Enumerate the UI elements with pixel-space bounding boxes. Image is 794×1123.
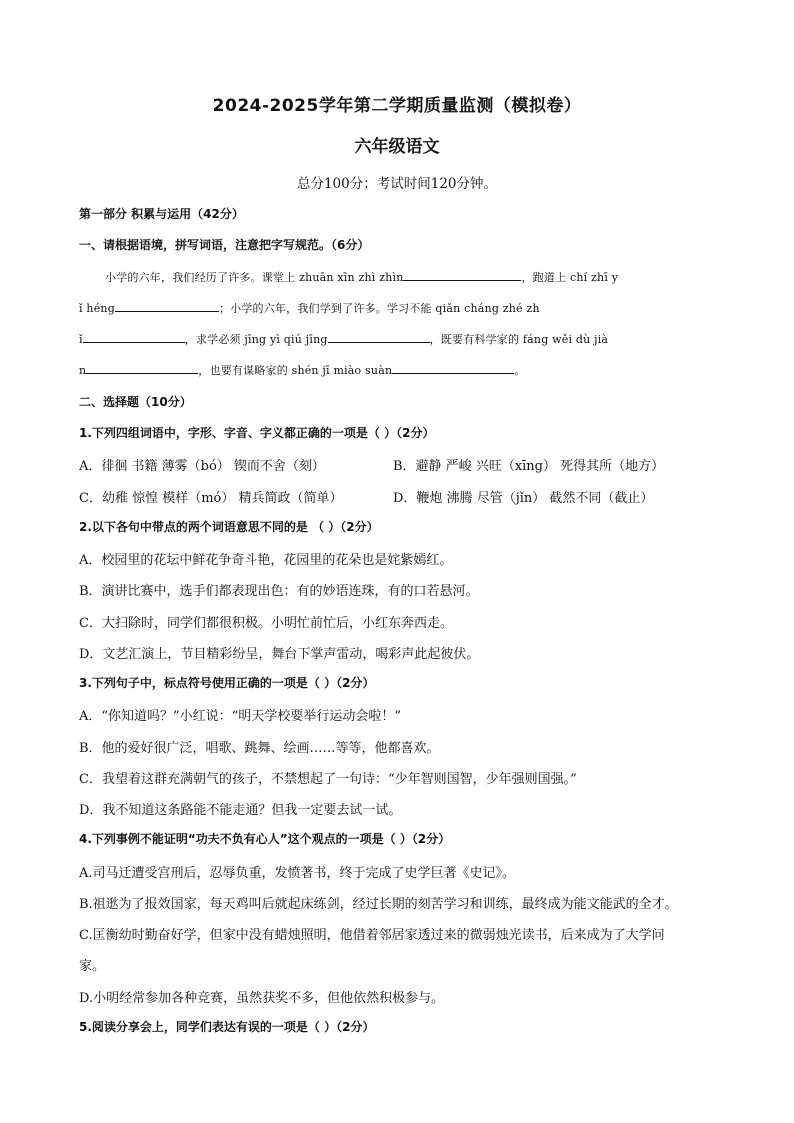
page-subtitle: 六年级语文 xyxy=(354,137,440,157)
option-1b: B．避静 严峻 兴旺（xīng） 死得其所（地方） xyxy=(393,459,665,474)
fill-text: ，求学必须 jīng yì qiú jīng xyxy=(184,333,328,346)
option-2d: D．文艺汇演上，节目精彩纷呈，舞台下掌声雷动，喝彩声此起彼伏。 xyxy=(79,647,480,662)
question-4-stem: 4.下列事例不能证明“功夫不负有心人”这个观点的一项是（ ）（2分） xyxy=(79,832,451,846)
option-3a: A．“你知道吗？”小红说：“明天学校要举行运动会啦！” xyxy=(79,709,401,724)
fill-line-2 xyxy=(79,299,540,316)
part1-heading: 第一部分 积累与运用（42分） xyxy=(79,207,244,221)
answer-blank[interactable] xyxy=(403,268,521,281)
fill-text: ǐ xyxy=(79,333,83,346)
option-4d: D.小明经常参加各种竞赛，虽然获奖不多，但他依然积极参与。 xyxy=(79,991,445,1006)
option-3d: D．我不知道这条路能不能走通？但我一定要去试一试。 xyxy=(79,803,402,818)
question-3-stem: 3.下列句子中，标点符号使用正确的一项是（ ）（2分） xyxy=(79,676,375,690)
fill-line-3 xyxy=(79,330,608,347)
fill-text: ǐ héng xyxy=(79,302,115,315)
exam-meta: 总分100分；考试时间120分钟。 xyxy=(296,176,498,192)
answer-blank[interactable] xyxy=(115,299,219,312)
fill-text: n xyxy=(79,364,87,377)
page-title: 2024-2025学年第二学期质量监测（模拟卷） xyxy=(212,96,582,116)
fill-text: ，也要有谋略家的 shén jī miào suàn xyxy=(198,364,393,377)
question-5-stem: 5.阅读分享会上，同学们表达有误的一项是（ ）（2分） xyxy=(79,1020,375,1034)
fill-text: ，跑道上 chí zhī y xyxy=(521,271,619,284)
question-2-stem: 2.以下各句中带点的两个词语意思不同的是 （ ）（2分） xyxy=(79,520,379,534)
option-3c: C．我望着这群充满朝气的孩子，不禁想起了一句诗：“少年智则国智，少年强则国强。” xyxy=(79,772,577,787)
fill-text: 小学的六年，我们经历了许多。课堂上 zhuān xīn zhì zhìn xyxy=(105,271,404,284)
option-4c: C.匡衡幼时勤奋好学，但家中没有蜡烛照明，他借着邻居家透过来的微弱烛光读书，后来成为了大学问 xyxy=(79,928,665,943)
fill-text: ；小学的六年，我们学到了许多。学习不能 qiǎn cháng zhé zh xyxy=(218,302,540,315)
answer-blank[interactable] xyxy=(328,330,430,343)
answer-blank[interactable] xyxy=(83,330,185,343)
option-1d: D．鞭炮 沸腾 尽管（jǐn） 截然不同（截止） xyxy=(393,491,654,506)
option-4a: A.司马迁遭受宫刑后，忍辱负重，发愤著书，终于完成了史学巨著《史记》。 xyxy=(79,866,516,881)
fill-text: ，既要有科学家的 fáng wěi dù jià xyxy=(429,333,609,346)
option-1a: A．徘徊 书籍 薄雾（bó） 锲而不舍（刻） xyxy=(79,459,325,474)
q1-heading: 一、请根据语境，拼写词语，注意把字写规范。（6分） xyxy=(79,238,370,252)
option-1c: C．幼稚 惊惶 模样（mó） 精兵简政（简单） xyxy=(79,491,343,506)
option-4c-cont: 家。 xyxy=(79,959,106,974)
option-2a: A．校园里的花坛中鲜花争奇斗艳，花园里的花朵也是姹紫嫣红。 xyxy=(79,553,453,568)
section2-heading: 二、选择题（10分） xyxy=(79,395,192,409)
fill-line-1 xyxy=(105,268,618,285)
option-2c: C．大扫除时，同学们都很积极。小明忙前忙后，小红东奔西走。 xyxy=(79,616,453,631)
answer-blank[interactable] xyxy=(392,361,514,374)
fill-line-4 xyxy=(79,361,525,378)
answer-blank[interactable] xyxy=(86,361,198,374)
fill-text: 。 xyxy=(514,364,526,377)
option-3b: B．他的爱好很广泛，唱歌、跳舞、绘画……等等，他都喜欢。 xyxy=(79,741,440,756)
question-1-stem: 1.下列四组词语中，字形、字音、字义都正确的一项是（ ）（2分） xyxy=(79,426,435,440)
option-4b: B.祖逖为了报效国家，每天鸡叫后就起床练剑，经过长期的刻苦学习和训练，最终成为能文能武的全才。 xyxy=(79,897,678,912)
option-2b: B．演讲比赛中，选手们都表现出色：有的妙语连珠，有的口若悬河。 xyxy=(79,584,479,599)
